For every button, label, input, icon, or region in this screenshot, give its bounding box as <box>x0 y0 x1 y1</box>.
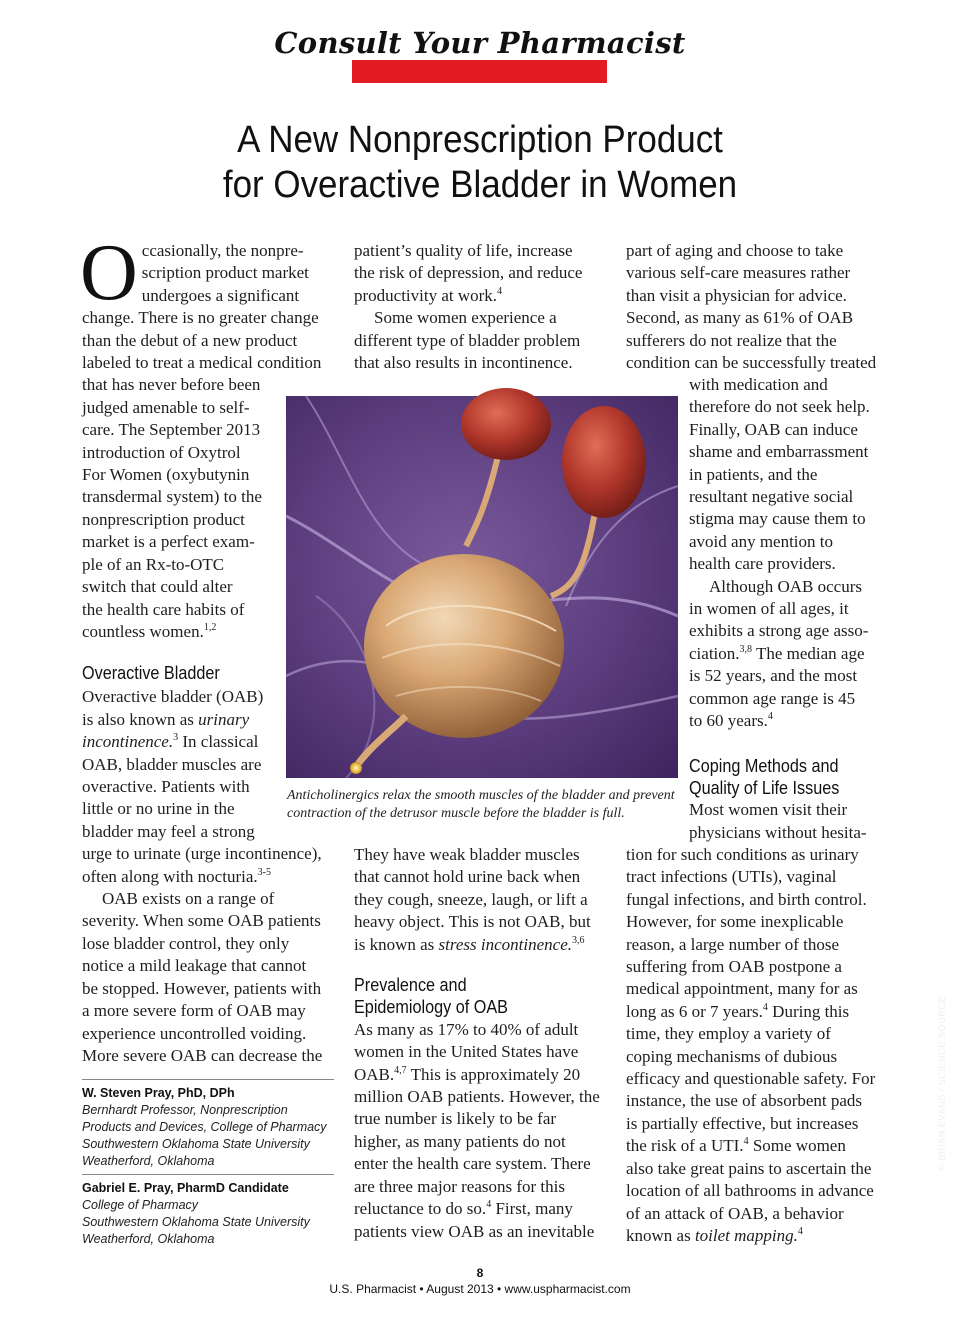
author-name: W. Steven Pray, PhD, DPh <box>82 1086 235 1100</box>
column-2-bottom <box>354 844 614 1243</box>
author-name: Gabriel E. Pray, PharmD Candidate <box>82 1181 289 1195</box>
heading-prevalence: Prevalence and Epidemiology of OAB <box>354 975 508 1018</box>
coping-paragraph-start: Most women visit their physicians without hesita- <box>689 800 867 842</box>
article-title-line-2: for Overactive Bladder in Women <box>222 164 738 206</box>
bladder-artwork <box>286 396 678 778</box>
heading-overactive-bladder: Overactive Bladder <box>82 663 220 683</box>
bladder-problem-paragraph: Some women experience a different type of bladder problem that also results in incontinence. <box>354 308 581 373</box>
section-title: Consult Your Pharmacist <box>274 26 686 60</box>
drop-cap: O <box>80 229 138 317</box>
age-paragraph: Although OAB occurs in women of all ages, it exhibits a strong age asso- ciation.$^{3,8}$ The median age is 52 years, and the most common age range is 45 to 60 years.$^4$ <box>689 576 869 731</box>
figure-caption: Anticholinergics relax the smooth muscles of the bladder and prevent contraction of the detrusor muscle before the bladder is full. <box>287 788 675 821</box>
author-affiliation: College of Pharmacy Southwestern Oklahoma State University Weatherford, Oklahoma <box>82 1198 310 1246</box>
column-3-bottom <box>626 844 882 1247</box>
column-3-wrap <box>689 374 881 844</box>
heading-coping-methods: Coping Methods and Quality of Life Issues <box>689 755 840 798</box>
divider <box>82 1079 334 1080</box>
self-care-paragraph-continued: with medication and therefore do not seek help. Finally, OAB can induce shame and embarrassment in patients, and the resultant negative social stigma may cause them to avoid any mention to health care providers. <box>689 375 870 574</box>
divider <box>82 1174 334 1175</box>
page-number: 8 <box>476 1266 484 1280</box>
stress-incontinence-paragraph: They have weak bladder muscles that cannot hold urine back when they cough, sneeze, laugh, or lift a heavy object. This is not OAB, but is known as stress incontinence.$^{3,6}$ <box>354 845 591 954</box>
oab-paragraph: Overactive bladder (OAB) is also known as urinary incontinence.$^3$ In classical OAB, bladder muscles are overactive. Patients with little or no urine in the bladder may feel a strong urge to urinate (urge incontinence), often along with nocturia.$^{3-5}$ <box>82 687 322 886</box>
self-care-paragraph: part of aging and choose to take various self-care measures rather than visit a physician for advice. Second, as many as 61% of OAB sufferers do not realize that the condition can be successfully treated <box>626 241 877 373</box>
prevalence-paragraph: As many as 17% to 40% of adult women in the United States have OAB.$^{4,7}$ This is approximately 20 million OAB patients. However, the true number is likely to be far higher, as many patients do not enter the health care system. There are three major reasons for this reluctance to do so.$^4$ First, many patients view OAB as an inevitable <box>354 1019 600 1241</box>
column-2-top <box>354 240 614 374</box>
column-3-top <box>626 240 882 374</box>
severity-paragraph: OAB exists on a range of severity. When some OAB patients lose bladder control, they only notice a mild leakage that cannot be stopped. However, patients with a more severe form of OAB may experience uncontrolled voiding. More severe OAB can decrease the <box>82 889 323 1065</box>
intro-paragraph: ccasionally, the nonpre- scription product market undergoes a significant change. There is no greater change than the debut of a new product labeled to treat a medical condition that has never before been judged amenable to self- care. The September 2013 introduction of Oxytrol For Women (oxybutynin transdermal system) to the nonprescription product market is a perfect exam- ple of an Rx-to-OTC switch that could alter the health care habits of countless women.$^{1,2}$ <box>82 241 322 641</box>
section-accent-bar <box>352 60 607 83</box>
section-header <box>0 26 960 88</box>
quality-of-life-paragraph: patient’s quality of life, increase the risk of depression, and reduce productivity at work.$^4$ <box>354 241 583 305</box>
publication-line: U.S. Pharmacist • August 2013 • www.uspharmacist.com <box>329 1282 631 1296</box>
image-credit: © BRIAN EVANS / SCIENCE SOURCE <box>937 995 948 1171</box>
coping-paragraph: tion for such conditions as urinary tract infections (UTIs), vaginal fungal infections, and birth control. However, for some inexplicable reason, a large number of those suffering from OAB postpone a medical appointment, many for as long as 6 or 7 years.$^4$ During this time, they employ a variety of coping mechanisms of dubious efficacy and questionable safety. For instance, the use of absorbent pads is partially effective, but increases the risk of a UTI.$^4$ Some women also take great pains to ascertain the location of all bathrooms in advance of an attack of OAB, a behavior known as toilet mapping.$^4$ <box>626 845 876 1245</box>
article-title <box>112 118 848 208</box>
author-affiliation: Bernhardt Professor, Nonprescription Products and Devices, College of Pharmacy Southwestern Oklahoma State University Weatherford, Oklahoma <box>82 1103 327 1168</box>
page-footer <box>0 1265 960 1297</box>
article-title-line-1: A New Nonprescription Product <box>237 119 723 161</box>
author-block <box>82 1079 334 1248</box>
